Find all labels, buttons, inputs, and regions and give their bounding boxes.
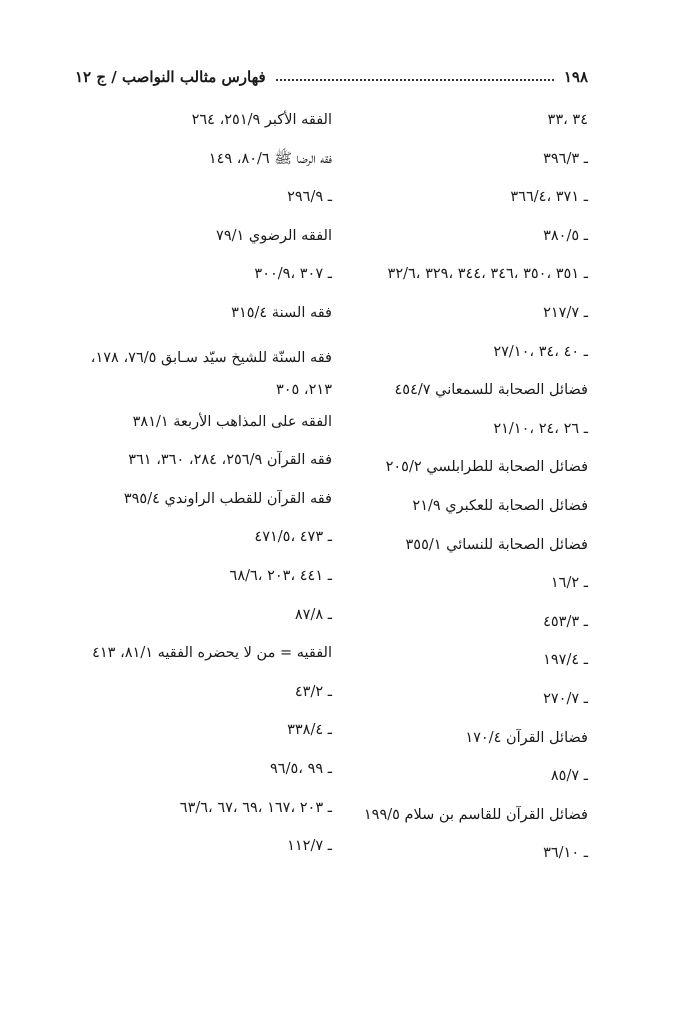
index-entry: ـ ٨٧/٨ bbox=[294, 606, 332, 623]
index-column-left bbox=[64, 110, 332, 875]
index-entry: ـ ٢٩٦/٩ bbox=[287, 189, 332, 206]
index-entry: ـ ٣٩٦/٣ bbox=[543, 150, 588, 167]
index-entry: ـ ١٩٧/٤ bbox=[543, 652, 588, 669]
header-dot-leader bbox=[276, 79, 554, 81]
index-entry: ـ ١٦/٢ bbox=[550, 575, 588, 592]
page-number: ١٩٨ bbox=[563, 68, 588, 86]
index-entry: ـ ٣٧١ ،٣٦٦/٤ bbox=[510, 189, 588, 206]
index-entry: ـ ٤٠ ،٣٤ ،٢٧/١٠ bbox=[493, 343, 588, 360]
index-entry: الفقيه = من لا يحضره الفقيه ٨١/١، ٤١٣ bbox=[92, 645, 332, 662]
index-entry: الفقه الرضوي ٧٩/١ bbox=[216, 227, 332, 244]
index-entry: فضائل الصحابة للسمعاني ٤٥٤/٧ bbox=[394, 382, 588, 399]
index-entry: ـ ٣٨٠/٥ bbox=[543, 227, 588, 244]
index-entry: ـ ٢٧٠/٧ bbox=[543, 690, 588, 707]
index-entry: فضائل الصحابة للنسائي ٣٥٥/١ bbox=[405, 536, 588, 553]
index-entry: فضائل القرآن للقاسم بن سلام ١٩٩/٥ bbox=[363, 806, 588, 823]
index-entry: ـ ١١٢/٧ bbox=[287, 838, 332, 855]
index-entry: فقه القرآن للقطب الراوندي ٣٩٥/٤ bbox=[123, 490, 332, 507]
index-entry: ـ ٣٣٨/٤ bbox=[287, 722, 332, 739]
index-entry: فضائل الصحابة للطرابلسي ٢٠٥/٢ bbox=[385, 459, 588, 476]
index-entry: فضائل الصحابة للعكبري ٢١/٩ bbox=[412, 497, 588, 514]
index-entry: ـ ٣٦/١٠ bbox=[543, 845, 588, 862]
index-entry: الفقه على المذاهب الأربعة ٣٨١/١ bbox=[132, 413, 332, 430]
index-entry: الفقه الأكبر ٢٥١/٩، ٢٦٤ bbox=[191, 112, 332, 128]
running-title: فهارس مثالب النواصب / ج ١٢ bbox=[75, 68, 266, 86]
index-entry: ـ ٣٠٧ ،٣٠٠/٩ bbox=[254, 266, 332, 283]
index-entry: ـ ٤٣/٢ bbox=[294, 683, 332, 700]
index-entry: فقه القرآن ٢٥٦/٩، ٢٨٤، ٣٦٠، ٣٦١ bbox=[128, 452, 332, 469]
index-entry: فقه الرضا ﷺ ٨٠/٦، ١٤٩ bbox=[208, 150, 332, 167]
index-entry: ـ ٢٦ ،٢٤ ،٢١/١٠ bbox=[493, 420, 588, 437]
index-entry: ٣٤ ،٣٣ bbox=[547, 112, 588, 128]
index-entry: ـ ٤٤١ ،٢٠٣ ،٦٨/٦ bbox=[229, 567, 332, 584]
index-entry: فقه السنّة للشيخ سيّد سـابق ٧٦/٥، ١٧٨، ٢١٣، ٣٠٥ bbox=[90, 349, 332, 398]
page-header bbox=[75, 62, 588, 86]
index-entry: ـ ٢١٧/٧ bbox=[543, 304, 588, 321]
index-entry: ـ ٣٥١ ،٣٥٠ ،٣٤٦ ،٣٤٤ ،٣٢٩ ،٣٢/٦ bbox=[387, 266, 588, 283]
index-column-right bbox=[352, 110, 588, 882]
index-entry: ـ ٤٥٣/٣ bbox=[543, 613, 588, 630]
index-entry: فقه السنة ٣١٥/٤ bbox=[231, 304, 332, 321]
index-entry: ـ ٩٩ ،٩٦/٥ bbox=[270, 760, 332, 777]
index-entry: فضائل القرآن ١٧٠/٤ bbox=[465, 729, 588, 746]
index-entry: ـ ٢٠٣ ،١٦٧ ،٦٩ ،٦٧ ،٦٣/٦ bbox=[179, 799, 332, 816]
index-entry: ـ ٨٥/٧ bbox=[550, 768, 588, 785]
index-entry: ـ ٤٧٣ ،٤٧١/٥ bbox=[254, 529, 332, 546]
